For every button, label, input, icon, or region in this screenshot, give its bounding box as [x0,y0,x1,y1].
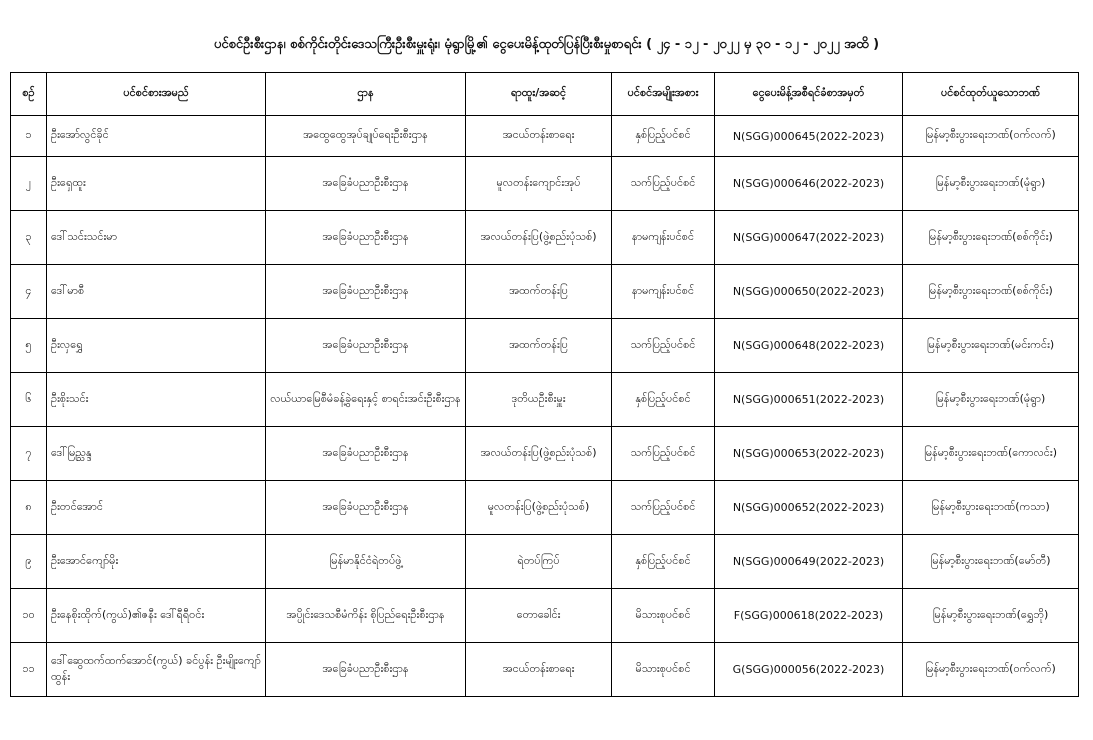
cell-pension-type: နှစ်ပြည့်ပင်စင် [612,116,715,157]
cell-bank: မြန်မာ့စီးပွားရေးဘဏ်(မုံရွာ) [903,373,1079,427]
table-row [11,265,1079,319]
table-body [11,116,1079,697]
cell-no: ၅ [11,319,47,373]
header-name: ပင်စင်စားအမည် [47,73,266,116]
cell-name: ဒေါ်မြည္သန္ဒ [47,427,266,481]
cell-pension-type: နှစ်ပြည့်ပင်စင် [612,373,715,427]
cell-name: ဦးအော်လွင်ခိုင် [47,116,266,157]
header-rank: ရာထူး/အဆင့် [466,73,612,116]
cell-name: ဦးလှရွှေ [47,319,266,373]
cell-report-number: N(SGG)000646(2022-2023) [715,157,903,211]
table-row [11,211,1079,265]
cell-department: အခြေခံပညာဦးစီးဌာန [266,319,466,373]
cell-no: ၉ [11,535,47,589]
cell-pension-type: မိသားစုပင်စင် [612,589,715,643]
table-row [11,643,1079,697]
cell-rank: ဒုတိယဦးစီးမှူး [466,373,612,427]
cell-report-number: N(SGG)000647(2022-2023) [715,211,903,265]
cell-rank: မူလတန်းကျောင်းအုပ် [466,157,612,211]
cell-no: ၁ [11,116,47,157]
cell-department: အပ္ပိုင်းဒေသစီမံကိန်း စိုပြည်ရေးဦးစီးဌာန [266,589,466,643]
cell-report-number: N(SGG)000645(2022-2023) [715,116,903,157]
cell-rank: အလယ်တန်းပြ(ဖွဲ့စည်းပုံသစ်) [466,427,612,481]
header-no: စဉ် [11,73,47,116]
table-row [11,116,1079,157]
cell-department: အခြေခံပညာဦးစီးဌာန [266,643,466,697]
cell-department: အခြေခံပညာဦးစီးဌာန [266,157,466,211]
cell-department: အခြေခံပညာဦးစီးဌာန [266,211,466,265]
cell-department: မြန်မာနိုင်ငံရဲတပ်ဖွဲ့ [266,535,466,589]
cell-no: ၇ [11,427,47,481]
cell-no: ၈ [11,481,47,535]
cell-pension-type: သက်ပြည့်ပင်စင် [612,319,715,373]
table-row [11,319,1079,373]
cell-department: အခြေခံပညာဦးစီးဌာန [266,481,466,535]
table-header [11,73,1079,116]
cell-rank: မူလတန်းပြ(ဖွဲ့စည်းပုံသစ်) [466,481,612,535]
cell-no: ၄ [11,265,47,319]
cell-pension-type: နှစ်ပြည့်ပင်စင် [612,535,715,589]
cell-no: ၆ [11,373,47,427]
cell-rank: အလယ်တန်းပြ(ဖွဲ့စည်းပုံသစ်) [466,211,612,265]
cell-no: ၁၁ [11,643,47,697]
cell-bank: မြန်မာ့စီးပွားရေးဘဏ်(မုံရွာ) [903,157,1079,211]
cell-rank: အထက်တန်းပြ [466,265,612,319]
cell-report-number: F(SGG)000618(2022-2023) [715,589,903,643]
header-department: ဌာန [266,73,466,116]
cell-department: အထွေထွေအုပ်ချုပ်ရေးဦးစီးဌာန [266,116,466,157]
cell-report-number: N(SGG)000653(2022-2023) [715,427,903,481]
cell-rank: အထက်တန်းပြ [466,319,612,373]
cell-name: ဦးရှေထူး [47,157,266,211]
cell-bank: မြန်မာ့စီးပွားရေးဘဏ်(ကသာ) [903,481,1079,535]
header-report-number: ငွေပေးမိန့်အစီရင်ခံစာအမှတ် [715,73,903,116]
cell-bank: မြန်မာ့စီးပွားရေးဘဏ်(ဝက်လက်) [903,643,1079,697]
cell-rank: အငယ်တန်းစာရေး [466,116,612,157]
cell-name: ဒေါ်သင်းသင်းမာ [47,211,266,265]
cell-rank: ရဲတပ်ကြပ် [466,535,612,589]
cell-department: လယ်ယာမြေစီမံခန့်ခွဲရေးနှင့် စာရင်းအင်းဦးစီးဌာန [266,373,466,427]
cell-bank: မြန်မာ့စီးပွားရေးဘဏ်(စစ်ကိုင်း) [903,211,1079,265]
page-title: ပင်စင်ဦးစီးဌာန၊ စစ်ကိုင်းတိုင်းဒေသကြီးဦးစီးမှူးရုံး၊ မုံရွာမြို့၏ ငွေပေးမိန့်ထုတ်ပြန်ပြီးစီးမှုစာရင်း ( ၂၄ - ၁၂ - ၂၀၂၂ မှ ၃၀ - ၁၂ - ၂၀၂၂ အထိ ) [213,37,880,52]
cell-report-number: N(SGG)000652(2022-2023) [715,481,903,535]
cell-pension-type: သက်ပြည့်ပင်စင် [612,481,715,535]
table-row [11,427,1079,481]
cell-no: ၁၀ [11,589,47,643]
pension-table [10,72,1079,697]
cell-bank: မြန်မာ့စီးပွားရေးဘဏ်(စစ်ကိုင်း) [903,265,1079,319]
cell-report-number: N(SGG)000651(2022-2023) [715,373,903,427]
cell-report-number: G(SGG)000056(2022-2023) [715,643,903,697]
cell-name: ဒေါ်မာစီ [47,265,266,319]
header-bank: ပင်စင်ထုတ်ယူသောဘဏ် [903,73,1079,116]
table-row [11,481,1079,535]
cell-pension-type: နာမကျန်းပင်စင် [612,211,715,265]
cell-name: ဦးအောင်ကျော်မိုး [47,535,266,589]
table-row [11,589,1079,643]
cell-name: ဦးစိုးသင်း [47,373,266,427]
cell-pension-type: နာမကျန်းပင်စင် [612,265,715,319]
cell-department: အခြေခံပညာဦးစီးဌာန [266,265,466,319]
cell-rank: တောခေါင်း [466,589,612,643]
table-row [11,157,1079,211]
cell-bank: မြန်မာ့စီးပွားရေးဘဏ်(ကောလင်း) [903,427,1079,481]
cell-no: ၂ [11,157,47,211]
cell-name: ဦးတင်အောင် [47,481,266,535]
cell-name: ဒေါ်ဆွေထက်ထက်အောင်(ကွယ်) ခင်ပွန်း ဦးမျိုးကျော်ထွန်း [47,643,266,697]
cell-report-number: N(SGG)000649(2022-2023) [715,535,903,589]
cell-report-number: N(SGG)000648(2022-2023) [715,319,903,373]
table-row [11,535,1079,589]
cell-report-number: N(SGG)000650(2022-2023) [715,265,903,319]
cell-name: ဦးနေစိုးထိုက်(ကွယ်)၏ဇနီး ဒေါ်ရီရီဝင်း [47,589,266,643]
cell-bank: မြန်မာ့စီးပွားရေးဘဏ်(ဝက်လက်) [903,116,1079,157]
cell-bank: မြန်မာ့စီးပွားရေးဘဏ်(မော်တီ) [903,535,1079,589]
cell-bank: မြန်မာ့စီးပွားရေးဘဏ်(ရွှေဘို) [903,589,1079,643]
cell-rank: အငယ်တန်းစာရေး [466,643,612,697]
cell-bank: မြန်မာ့စီးပွားရေးဘဏ်(မင်းကင်း) [903,319,1079,373]
cell-no: ၃ [11,211,47,265]
table-row [11,373,1079,427]
header-pension-type: ပင်စင်အမျိုးအစား [612,73,715,116]
cell-pension-type: သက်ပြည့်ပင်စင် [612,157,715,211]
cell-department: အခြေခံပညာဦးစီးဌာန [266,427,466,481]
cell-pension-type: သက်ပြည့်ပင်စင် [612,427,715,481]
cell-pension-type: မိသားစုပင်စင် [612,643,715,697]
header-row [11,73,1079,116]
